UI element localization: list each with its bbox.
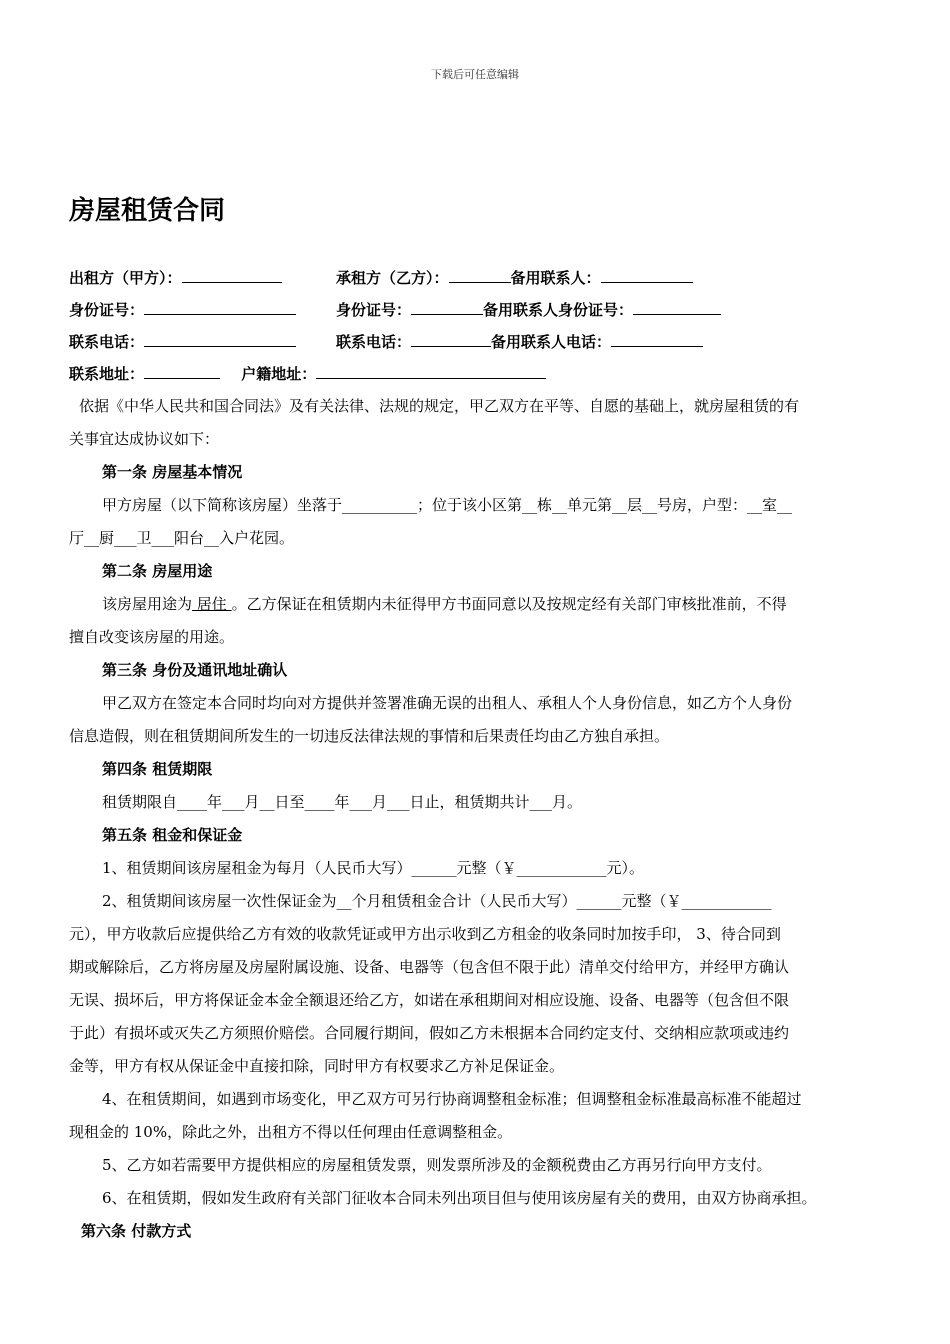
lessor-id-label: 身份证号： bbox=[69, 301, 145, 319]
article-4-title: 第四条 租赁期限 bbox=[102, 760, 213, 778]
backup-id-label: 备用联系人身份证号： bbox=[483, 301, 634, 319]
intro-line-2: 关事宜达成协议如下： bbox=[69, 430, 220, 448]
lessee-group bbox=[336, 267, 693, 288]
article-5-clause-1: 1、租赁期间该房屋租金为每月（人民币大写）______元整（￥____________元）。 bbox=[102, 859, 645, 877]
backup-contact-label: 备用联系人： bbox=[510, 269, 601, 287]
party-row-3 bbox=[69, 331, 612, 352]
contract-body bbox=[69, 390, 884, 1248]
article-5-clause-5: 5、乙方如若需要甲方提供相应的房屋租赁发票，则发票所涉及的金额税费由乙方再另行向甲方支付。 bbox=[102, 1156, 772, 1174]
lessee-phone-field[interactable] bbox=[411, 332, 491, 347]
lessee-id-group bbox=[336, 299, 721, 320]
header-note: 下载后可任意编辑 bbox=[431, 68, 519, 81]
lessor-label: 出租方（甲方）： bbox=[69, 269, 182, 287]
article-5-clause-2-line-5: 于此）有损坏或灭失乙方须照价赔偿。合同履行期间，假如乙方未根据本合同约定支付、交纳相应款项或违约 bbox=[69, 1024, 790, 1042]
article-3-line-1: 甲乙双方在签定本合同时均向对方提供并签署准确无误的出租人、承租人个人身份信息，如乙方个人身份 bbox=[102, 694, 793, 712]
lessee-phone-label: 联系电话： bbox=[336, 333, 412, 351]
article-2-pre: 该房屋用途为 bbox=[102, 595, 193, 613]
lessor-phone-field[interactable] bbox=[144, 332, 296, 347]
intro-line-1: 依据《中华人民共和国合同法》及有关法律、法规的规定，甲乙双方在平等、自愿的基础上，就房屋租赁的有 bbox=[79, 397, 800, 415]
party-row-2 bbox=[69, 299, 634, 320]
article-5-clause-2-line-4: 无误、损坏后，甲方将保证金本金全额退还给乙方，如诺在承租期间对相应设施、设备、电器等（包含但不限 bbox=[69, 991, 790, 1009]
article-5-clause-2-line-6: 金等，甲方有权从保证金中直接扣除，同时甲方有权要求乙方补足保证金。 bbox=[69, 1057, 565, 1075]
article-5-clause-4-line-2: 现租金的 10%，除此之外，出租方不得以任何理由任意调整租金。 bbox=[69, 1123, 513, 1141]
article-1-line-2: 厅__厨___卫___阳台__入户花园。 bbox=[69, 529, 295, 547]
backup-phone-field[interactable] bbox=[611, 332, 703, 347]
backup-id-field[interactable] bbox=[633, 300, 721, 315]
document-title: 房屋租赁合同 bbox=[69, 196, 226, 226]
article-2-line-2: 擅自改变该房屋的用途。 bbox=[69, 628, 235, 646]
lessor-field[interactable] bbox=[182, 268, 282, 283]
article-2-post: 。乙方保证在租赁期内未征得甲方书面同意以及按规定经有关部门审核批准前，不得 bbox=[231, 595, 787, 613]
address-label: 联系地址： bbox=[69, 365, 145, 383]
article-2-line-1 bbox=[69, 588, 884, 621]
article-5-clause-6: 6、在租赁期，假如发生政府有关部门征收本合同未列出项目但与使用该房屋有关的费用，由双方协商承担。 bbox=[102, 1189, 817, 1207]
article-1-line-1: 甲方房屋（以下简称该房屋）坐落于__________；位于该小区第__栋__单元第__层__号房，户型：__室__ bbox=[102, 496, 793, 514]
article-5-clause-2-line-1: 2、租赁期间该房屋一次性保证金为__个月租赁租金合计（人民币大写）______元整（￥____________ bbox=[102, 892, 772, 910]
article-3-title: 第三条 身份及通讯地址确认 bbox=[102, 661, 288, 679]
lessee-phone-group bbox=[336, 331, 703, 352]
article-6-title: 第六条 付款方式 bbox=[81, 1222, 192, 1240]
household-address-label: 户籍地址： bbox=[241, 365, 317, 383]
lessee-id-label: 身份证号： bbox=[336, 301, 412, 319]
backup-contact-field[interactable] bbox=[601, 268, 693, 283]
lessee-field[interactable] bbox=[449, 268, 511, 283]
household-address-field[interactable] bbox=[316, 364, 546, 379]
article-5-clause-2-line-3: 期或解除后，乙方将房屋及房屋附属设施、设备、电器等（包含但不限于此）清单交付给甲方，并经甲方确认 bbox=[69, 958, 790, 976]
article-4-line-1: 租赁期限自____年___月__日至____年___月___日止，租赁期共计___月。 bbox=[102, 793, 583, 811]
house-use-value: 居住 bbox=[192, 595, 232, 613]
article-5-clause-2-line-2: 元），甲方收款后应提供给乙方有效的收款凭证或甲方出示收到乙方租金的收条同时加按手印， 3、待合同到 bbox=[69, 925, 781, 943]
lessee-id-field[interactable] bbox=[411, 300, 483, 315]
article-5-clause-4-line-1: 4、在租赁期间，如遇到市场变化，甲乙双方可另行协商调整租金标准；但调整租金标准最高标准不能超过 bbox=[102, 1090, 802, 1108]
article-2-title: 第二条 房屋用途 bbox=[102, 562, 213, 580]
article-1-title: 第一条 房屋基本情况 bbox=[102, 463, 243, 481]
address-field[interactable] bbox=[144, 364, 220, 379]
article-3-line-2: 信息造假，则在租赁期间所发生的一切违反法律法规的事情和后果责任均由乙方独自承担。 bbox=[69, 727, 670, 745]
article-5-title: 第五条 租金和保证金 bbox=[102, 826, 243, 844]
backup-phone-label: 备用联系人电话： bbox=[491, 333, 612, 351]
party-row-1 bbox=[69, 267, 601, 288]
party-row-4 bbox=[69, 363, 546, 384]
lessee-label: 承租方（乙方）： bbox=[336, 269, 449, 287]
lessor-phone-label: 联系电话： bbox=[69, 333, 145, 351]
lessor-id-field[interactable] bbox=[144, 300, 296, 315]
